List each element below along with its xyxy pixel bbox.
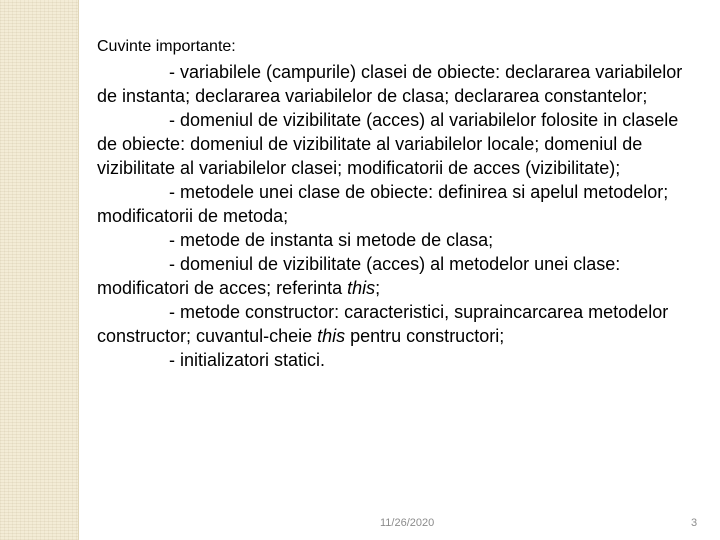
list-item: [97, 348, 697, 372]
item-text: - variabilele (campurile) clasei de obiecte: declararea variabilelor de instanta; declararea variabilelor de clasa; declararea constantelor;: [97, 62, 683, 106]
list-item: [97, 180, 697, 228]
item-text: - metode constructor: caracteristici, supraincarcarea metodelor constructor; cuvantul-cheie: [97, 302, 669, 346]
slide-content: [97, 36, 697, 372]
footer-date: 11/26/2020: [380, 517, 435, 529]
item-text: - initializatori statici.: [169, 350, 326, 370]
decorative-sidebar: [0, 0, 79, 540]
item-text: - domeniul de vizibilitate (acces) al metodelor unei clase: modificatori de acces; referinta: [97, 254, 621, 298]
keyword-this: this: [317, 326, 346, 346]
item-text: - metode de instanta si metode de clasa;: [169, 230, 494, 250]
list-item: [97, 300, 697, 348]
list-item: [97, 228, 697, 252]
item-text: - domeniul de vizibilitate (acces) al variabilelor folosite in clasele de obiecte: domeniul de vizibilitate al variabilelor locale; domeniul de vizibilitate al variabilelor clasei; modificatorii de acces (vizibilitate);: [97, 110, 679, 178]
slide-heading: Cuvinte importante:: [97, 38, 236, 55]
list-item: [97, 60, 697, 108]
item-text-end: pentru constructori;: [345, 326, 505, 346]
list-item: [97, 252, 697, 300]
item-text-end: ;: [375, 278, 381, 298]
page-number: 3: [691, 517, 698, 529]
keyword-this: this: [347, 278, 376, 298]
list-item: [97, 108, 697, 180]
item-text: - metodele unei clase de obiecte: definirea si apelul metodelor; modificatorii de metoda;: [97, 182, 669, 226]
